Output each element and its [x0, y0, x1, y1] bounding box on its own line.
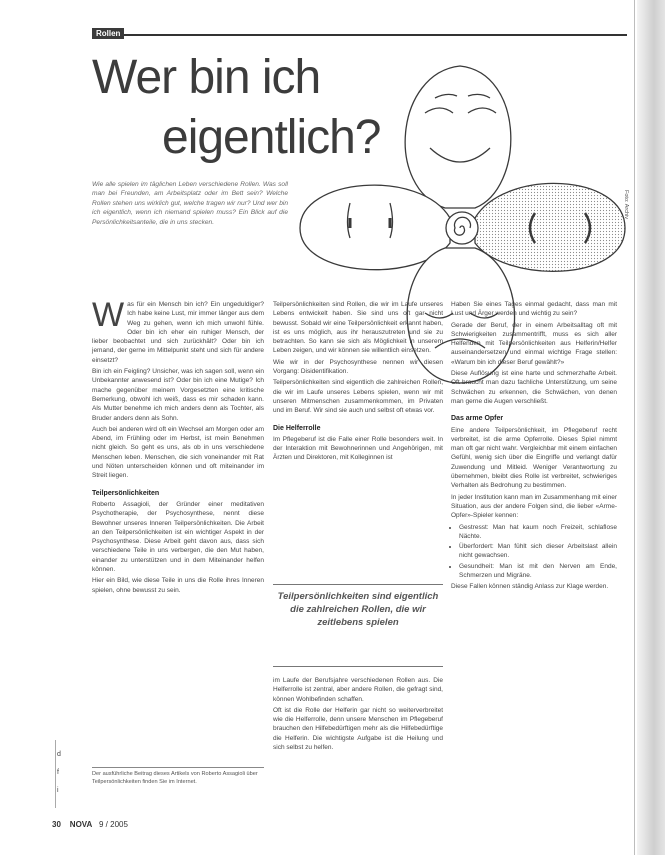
magazine-name: NOVA — [69, 820, 93, 829]
list-item: • Gestresst: Man hat kaum noch Freizeit, schlaflose Nächte. — [459, 523, 617, 542]
col1-paragraph: Bin ich ein Feigling? Unsicher, was ich sagen soll, wenn ein Unbekannter anwesend ist? Oder bin ich eine Mutige? Ich mache gegenüber meinem Vorgesetzten eine kritische Bemerkung, obwohl ich weiß, dass es mir schaden kann. Als Mutter benehme ich mich anders denn als Tochter, als Bruder anders denn als Sohn. — [92, 368, 264, 422]
bullet-list — [451, 523, 617, 581]
section-tag: Rollen — [92, 28, 124, 39]
col3-paragraph: In jeder Institution kann man im Zusammenhang mit einer Situation, aus der andere Folgen sind, die lieber «Arme-Opfer»-Spieler kennen: — [451, 493, 617, 520]
footnote-rule — [92, 767, 264, 768]
issue-number: 9 / 2005 — [99, 820, 128, 829]
col1-paragraph: Hier ein Bild, wie diese Teile in uns die Rolle ihres Inneren spielen, ohne bewusst zu sein. — [92, 577, 264, 594]
photo-credit: Foto: Archiv — [623, 190, 629, 220]
col2-paragraph: im Laufe der Berufsjahre verschiedenen Rollen aus. Die Helferrolle ist zentral, aber andere Rollen, die gefragt sind, können Wohlbefinden schaffen. — [273, 677, 443, 703]
col2-paragraph: Wie wir in der Psychosynthese nennen wir diesen Vorgang: Disidentifikation. — [273, 358, 443, 376]
list-item: • Überfordert: Man fühlt sich dieser Arbeitslast allein nicht gewachsen. — [459, 542, 617, 561]
column-3 — [451, 300, 617, 594]
col3-paragraph: Gerade der Beruf, der in einem Arbeitsalltag oft mit Schwierigkeiten zusammentrifft, muss es sich aller Helfenden mit Teilpersönlichkeiten aus Helferin/Helfer auseinandersetzen und einmal wichtige Frage stellen: «Warum bin ich dieser Beruf gewählt?» — [451, 321, 617, 366]
col3-paragraph: Eine andere Teilpersönlichkeit, im Pflegeberuf recht verbreitet, ist die arme Opferrolle. Dieses Spiel nimmt man oft gar nicht wahr. Vergleichbar mit einem einfachen Gefühl, wenig sich über die Eingriffe und verlangt dafür Zuwendung und Mitleid. Weniger Verantwortung zu übernehmen, bleibt dies Rolle ist verbreitet, schwieriges Verhalten als Bedrohung zu bestimmen. — [451, 426, 617, 490]
left-mask-petal — [300, 185, 450, 270]
column-1 — [92, 296, 264, 597]
column-2 — [273, 300, 443, 465]
headline-line-1: Wer bin ich — [92, 51, 321, 104]
edge-index-letters — [57, 746, 61, 800]
col1-paragraph: Auch bei anderen wird oft ein Wechsel am Morgen oder am Abend, im Frühling oder im Herbst, ist mein Benehmen nicht gleich. So geht es uns, als ob in uns verschiedene Menschen leben. Menschen, die sich voneinander mit Rat und Nöten unterscheiden können und oft miteinander im Streit liegen. — [92, 425, 264, 480]
col3-paragraph: Haben Sie eines Tages einmal gedacht, dass man mit Lust und Ärger werden und wichtig zu sein? — [451, 301, 617, 318]
col2-paragraph: Teilpersönlichkeiten sind Rollen, die wir im Laufe unseres Lebens entwickelt haben. Sie sind uns oft gar nicht bewusst. Sobald wir eine Teilpersönlichkeit erkannt haben, ist es uns möglich, aus ihr herauszutreten und sie zu betrachten. So kann sie sich als Möglichkeit in unserem Leben zeigen, und wir können sie willentlich einsetzen. — [273, 301, 443, 355]
page-gutter-shadow — [637, 0, 665, 855]
col2-subheading: Die Helferrolle — [273, 424, 321, 432]
top-mask-petal — [405, 66, 511, 208]
col3-closing: Diese Fallen können ständig Anlass zur Klage werden. — [451, 583, 609, 591]
pullquote-rule-top — [273, 584, 443, 585]
lead-paragraph: Wie alle spielen im täglichen Leben verschiedene Rollen. Was soll man bei Freunden, am Arbeitsplatz oder im Bett sein? Welche Rollen stehen uns wirklich gut, welche tragen wir nur? Und wer bin ich eigentlich, wenn ich niemand spielen muss? Ein Blick auf die Persönlichkeitsanteile, die in uns stecken. — [92, 181, 288, 226]
headline-line-2: eigentlich? — [162, 111, 381, 164]
header-rule — [92, 34, 627, 36]
page-number: 30 — [52, 820, 61, 829]
col2-paragraph: Oft ist die Rolle der Helferin gar nicht so weiterverbreitet wie die Helferrolle, denn unsere Menschen im Pflegeberuf brauchen den Hilfebedürftigen mehr als die Hilfebedürftige die Helferin. Die wichtigste Aufgabe ist die Heilung und sich selbst zu helfen. — [273, 706, 443, 752]
page-footer — [52, 820, 128, 829]
pull-quote: Teilpersönlichkeiten sind eigentlich die zahlreichen Rollen, die wir zeitlebens spielen — [277, 591, 439, 628]
col3-paragraph: Diese Auflösung ist eine harte und schmerzhafte Arbeit. Oft braucht man dazu fachliche Unterstützung, um seine Schwächen zu erkennen, die Schwächen, von denen man gerne die Augen verschließt. — [451, 370, 617, 405]
pullquote-rule-bottom — [273, 666, 443, 667]
col2-paragraph: Teilpersönlichkeiten sind eigentlich die zahlreichen Rollen, die wir im Laufe unseres Lebens spielen, wenn wir mit unseren Mitmenschen zusammenkommen, im Privaten und im Beruf. Wir sind sie auch und selbst oft etwas vor. — [273, 379, 443, 415]
column-2-continued — [273, 676, 443, 754]
edge-letter: i — [57, 787, 59, 794]
list-item: • Gesundheit: Man ist mit den Nerven am Ende, Schmerzen und Migräne. — [459, 562, 617, 581]
col1-paragraph: Roberto Assagioli, der Gründer einer meditativen Psychotherapie, der Psychosynthese, nennt diese Bewohner unseres Inneren Teilpersönlichkeiten. Die Arbeit an den Teilpersönlichkeiten ist ein wichtiger Aspekt in der Psychosynthese. Diese Arbeit geht davon aus, dass sich verschiedene Teile in uns verbergen, die den Mut haben, einander zu unterstützen und in dem Miteinander helfen können. — [92, 500, 264, 574]
right-mask-petal — [475, 183, 625, 271]
edge-letter: f — [57, 769, 59, 776]
col1-paragraph: as für ein Mensch bin ich? Ein ungeduldiger? Ich habe keine Lust, mir immer länger aus dem Weg zu gehen, wenn ich mich unwohl fühle. Oder bin ich eher ein ruhiger Mensch, der lieber beobachtet und sich zurückhält? Oder bin ich jemand, der gerne im Mittelpunkt steht und sich für andere einsetzt? — [92, 301, 264, 364]
col3-subheading: Das arme Opfer — [451, 415, 504, 423]
footnote: Der ausführliche Beitrag dieses Artikels von Roberto Assagioli über Teilpersönlichkeiten finden Sie im Internet. — [92, 771, 258, 785]
edge-letter: d — [57, 751, 61, 758]
col1-subheading: Teilpersönlichkeiten — [92, 489, 160, 497]
dropcap: W — [92, 296, 125, 334]
col2-paragraph: Im Pflegeberuf ist die Falle einer Rolle besonders weit. In der Interaktion mit Bewohnerinnen und Angehörigen, mit Ärzten und Direktoren, mit Kolleginnen ist — [273, 435, 443, 462]
